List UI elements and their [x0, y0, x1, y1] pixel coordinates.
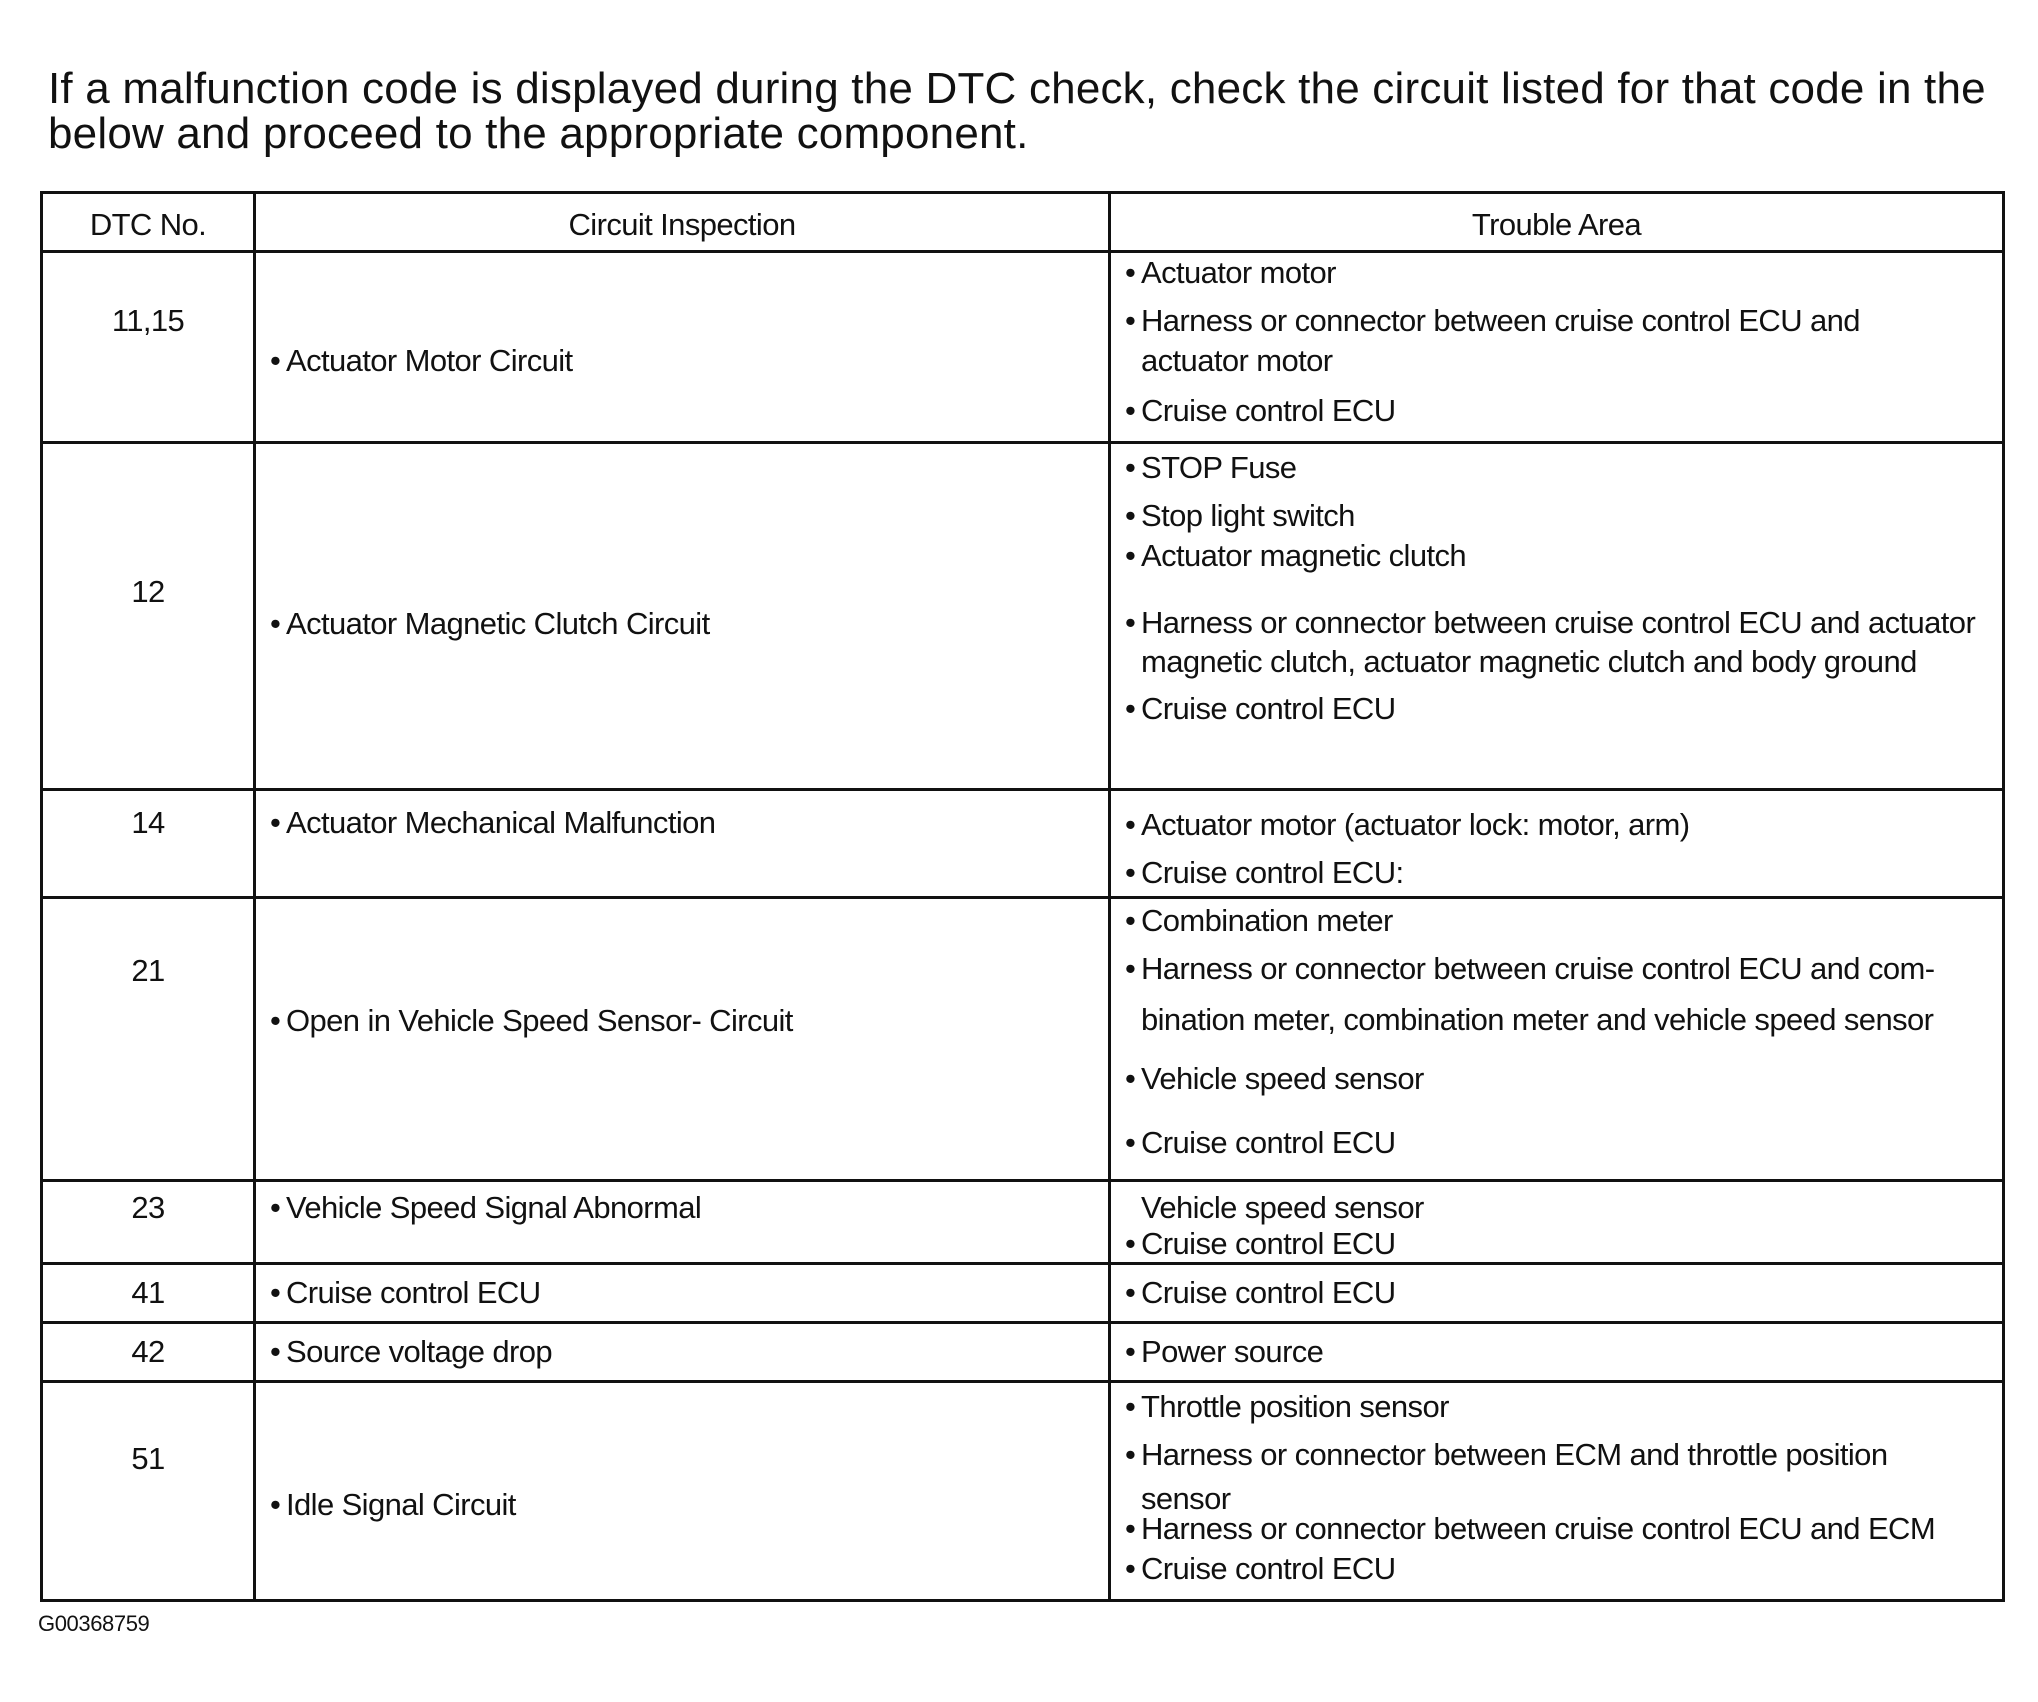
circuit-inspection: • Actuator Magnetic Clutch Circuit [270, 606, 710, 641]
trouble-item: • Cruise control ECU [1125, 393, 2002, 429]
trouble-item: • Power source [1125, 1334, 2002, 1370]
circuit-inspection-cell [255, 1382, 1110, 1601]
circuit-inspection-cell [255, 898, 1110, 1181]
trouble-item: • Cruise control ECU [1125, 1125, 2002, 1161]
trouble-item: • Harness or connector between cruise control ECU and actuator magnetic clutch, actuator magnetic clutch and body ground [1125, 603, 2002, 681]
table-row [42, 1264, 2004, 1323]
table-row [42, 252, 2004, 443]
dtc-code-text: 11,15 [111, 303, 185, 338]
trouble-area-cell [1110, 1181, 2004, 1264]
circuit-inspection: • Idle Signal Circuit [270, 1487, 516, 1522]
trouble-area-cell [1110, 252, 2004, 443]
circuit-inspection-cell [255, 252, 1110, 443]
trouble-item: • Vehicle speed sensor [1125, 1061, 2002, 1097]
dtc-code-text: 21 [131, 953, 165, 988]
figure-id: G00368759 [38, 1611, 150, 1636]
trouble-item: • Cruise control ECU [1125, 691, 2002, 727]
trouble-item: • Actuator motor (actuator lock: motor, arm) [1125, 807, 2002, 843]
circuit-inspection: • Actuator Motor Circuit [270, 343, 573, 378]
trouble-item: Vehicle speed sensor [1141, 1190, 1424, 1225]
trouble-item: • Actuator magnetic clutch [1125, 538, 2002, 574]
dtc-table [40, 191, 2005, 1602]
dtc-code [42, 898, 255, 1181]
dtc-code [42, 443, 255, 790]
trouble-item: • Cruise control ECU [1125, 1275, 2002, 1311]
dtc-code-text: 23 [131, 1190, 165, 1225]
table-row [42, 443, 2004, 790]
header-circuit-inspection: Circuit Inspection [255, 193, 1110, 252]
trouble-item: • Harness or connector between cruise control ECU and ECM [1125, 1511, 2002, 1547]
header-trouble-area: Trouble Area [1110, 193, 2004, 252]
trouble-item: • Actuator motor [1125, 255, 2002, 291]
circuit-inspection-cell [255, 1323, 1110, 1382]
trouble-area-cell [1110, 1264, 2004, 1323]
table-row [42, 1181, 2004, 1264]
trouble-area-cell [1110, 1323, 2004, 1382]
circuit-inspection-cell [255, 1181, 1110, 1264]
trouble-item: • Harness or connector between ECM and throttle position sensor [1125, 1433, 2002, 1521]
table-header-row [42, 193, 2004, 252]
dtc-code [42, 1181, 255, 1264]
trouble-item: • Harness or connector between cruise control ECU and actuator motor [1125, 301, 2002, 381]
trouble-item: • Stop light switch [1125, 498, 2002, 534]
trouble-area-cell [1110, 1382, 2004, 1601]
trouble-item: • Combination meter [1125, 903, 2002, 939]
dtc-code-text: 12 [131, 574, 165, 609]
dtc-code [42, 252, 255, 443]
trouble-area-cell [1110, 898, 2004, 1181]
circuit-inspection: • Source voltage drop [270, 1334, 552, 1369]
trouble-item: • STOP Fuse [1125, 450, 2002, 486]
table-row [42, 1323, 2004, 1382]
circuit-inspection: • Open in Vehicle Speed Sensor- Circuit [270, 1003, 793, 1038]
table-row [42, 898, 2004, 1181]
dtc-code-text: 41 [131, 1275, 165, 1310]
circuit-inspection: • Vehicle Speed Signal Abnormal [270, 1190, 701, 1225]
dtc-code-text: 42 [131, 1334, 165, 1369]
trouble-item: • Throttle position sensor [1125, 1389, 2002, 1425]
circuit-inspection: • Actuator Mechanical Malfunction [270, 805, 715, 840]
trouble-item: • Harness or connector between cruise control ECU and com-bination meter, combination meter and vehicle speed sensor [1125, 943, 2002, 1045]
dtc-code-text: 51 [131, 1441, 165, 1476]
dtc-code [42, 790, 255, 898]
table-row [42, 1382, 2004, 1601]
header-dtc-no: DTC No. [42, 193, 255, 252]
trouble-item: • Cruise control ECU [1125, 1551, 2002, 1587]
trouble-area-cell [1110, 443, 2004, 790]
trouble-item: • Cruise control ECU [1125, 1226, 2002, 1262]
table-row [42, 790, 2004, 898]
trouble-area-cell [1110, 790, 2004, 898]
intro-text: If a malfunction code is displayed during the DTC check, check the circuit listed for that code in the below and proceed to the appropriate component. [48, 64, 1986, 158]
circuit-inspection-cell [255, 1264, 1110, 1323]
dtc-code [42, 1323, 255, 1382]
trouble-item: • Cruise control ECU: [1125, 855, 2002, 891]
circuit-inspection: • Cruise control ECU [270, 1275, 541, 1310]
dtc-code [42, 1264, 255, 1323]
dtc-code [42, 1382, 255, 1601]
circuit-inspection-cell [255, 443, 1110, 790]
circuit-inspection-cell [255, 790, 1110, 898]
dtc-code-text: 14 [131, 805, 165, 840]
